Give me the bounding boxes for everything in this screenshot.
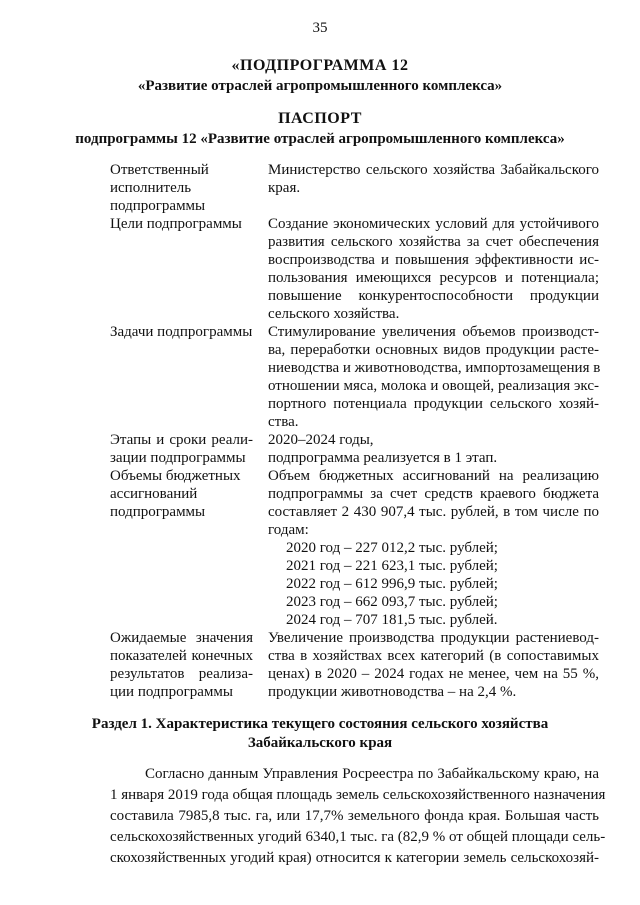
passport-heading: ПАСПОРТ	[278, 110, 362, 127]
row-value: отношении мяса, молока и овощей, реализация экс-	[268, 378, 599, 394]
row-label: зации подпрограммы	[110, 450, 246, 466]
row-value: подпрограммы за счет средств краевого бюджета	[268, 486, 599, 502]
body-paragraph-line: скохозяйственных угодий края) относится к категории земель сельскохозяй-	[110, 850, 599, 866]
page-number: 35	[312, 20, 328, 36]
row-value: ва, переработки основных видов продукции расте-	[268, 342, 599, 358]
body-paragraph-line: 1 января 2019 года общая площадь земель сельскохозяйственного назначения	[110, 787, 606, 803]
row-value: подпрограмма реализуется в 1 этап.	[268, 450, 498, 466]
budget-year-line: 2020 год – 227 012,2 тыс. рублей;	[286, 540, 498, 556]
row-label: исполнитель	[110, 180, 192, 196]
subprogram-name: «Развитие отраслей агропромышленного комплекса»	[137, 78, 503, 94]
row-value: края.	[268, 180, 301, 196]
row-label: показателей конечных	[110, 648, 253, 664]
body-paragraph-line: сельскохозяйственных угодий 6340,1 тыс. га (82,9 % от общей площади сель-	[110, 829, 606, 845]
row-value: повышение конкурентоспособности продукции	[268, 288, 599, 304]
budget-year-line: 2024 год – 707 181,5 тыс. рублей.	[286, 612, 498, 628]
section-title-cont: Забайкальского края	[247, 735, 393, 751]
row-value: продукции животноводства – на 2,4 %.	[268, 684, 517, 700]
row-value: Увеличение производства продукции растениевод-	[268, 630, 599, 646]
row-value: ниеводства и животноводства, импортозамещения в	[268, 360, 601, 376]
row-label: Ожидаемые значения	[110, 630, 253, 646]
row-value: Стимулирование увеличения объемов производст-	[268, 324, 599, 340]
row-value: годам:	[268, 522, 309, 538]
row-label: Цели подпрограммы	[110, 216, 242, 232]
row-label: ции подпрограммы	[110, 684, 233, 700]
row-value: ства.	[268, 414, 299, 430]
row-value: развития сельского хозяйства за счет обеспечения	[268, 234, 599, 250]
row-label: ассигнований	[110, 486, 198, 502]
row-label: Этапы и сроки реали-	[110, 432, 253, 448]
row-value: Создание экономических условий для устойчивого	[268, 216, 599, 232]
row-label: подпрограммы	[110, 198, 206, 214]
row-value: Министерство сельского хозяйства Забайкальского	[268, 162, 599, 178]
subprogram-heading: «ПОДПРОГРАММА 12	[231, 57, 409, 74]
row-value: пользования имеющихся ресурсов и потенциала;	[268, 270, 599, 286]
row-value: воспроизводства и повышения эффективности ис-	[268, 252, 599, 268]
row-label: Ответственный	[110, 162, 209, 178]
row-label: Объемы бюджетных	[110, 468, 241, 484]
body-paragraph-line: составила 7985,8 тыс. га, или 17,7% земельного фонда края. Большая часть	[110, 808, 599, 824]
budget-year-line: 2023 год – 662 093,7 тыс. рублей;	[286, 594, 498, 610]
row-label: результатов реализа-	[110, 666, 253, 682]
budget-year-line: 2021 год – 221 623,1 тыс. рублей;	[286, 558, 498, 574]
body-paragraph-line: Согласно данным Управления Росреестра по Забайкальскому краю, на	[145, 766, 599, 782]
row-value: 2020–2024 годы,	[268, 432, 374, 448]
row-value: портного потенциала продукции сельского хозяй-	[268, 396, 599, 412]
row-label: подпрограммы	[110, 504, 206, 520]
budget-year-line: 2022 год – 612 996,9 тыс. рублей;	[286, 576, 498, 592]
row-label: Задачи подпрограммы	[110, 324, 253, 340]
row-value: сельского хозяйства.	[268, 306, 400, 322]
section-title: Раздел 1. Характеристика текущего состояния сельского хозяйства	[91, 716, 549, 732]
row-value: ценах) в 2020 – 2024 годах не менее, чем на 55 %,	[268, 666, 599, 682]
row-value: составляет 2 430 907,4 тыс. рублей, в том числе по	[268, 504, 599, 520]
passport-subheading: подпрограммы 12 «Развитие отраслей агропромышленного комплекса»	[75, 131, 565, 147]
row-value: Объем бюджетных ассигнований на реализацию	[268, 468, 599, 484]
row-value: ства в хозяйствах всех категорий (в сопоставимых	[268, 648, 599, 664]
